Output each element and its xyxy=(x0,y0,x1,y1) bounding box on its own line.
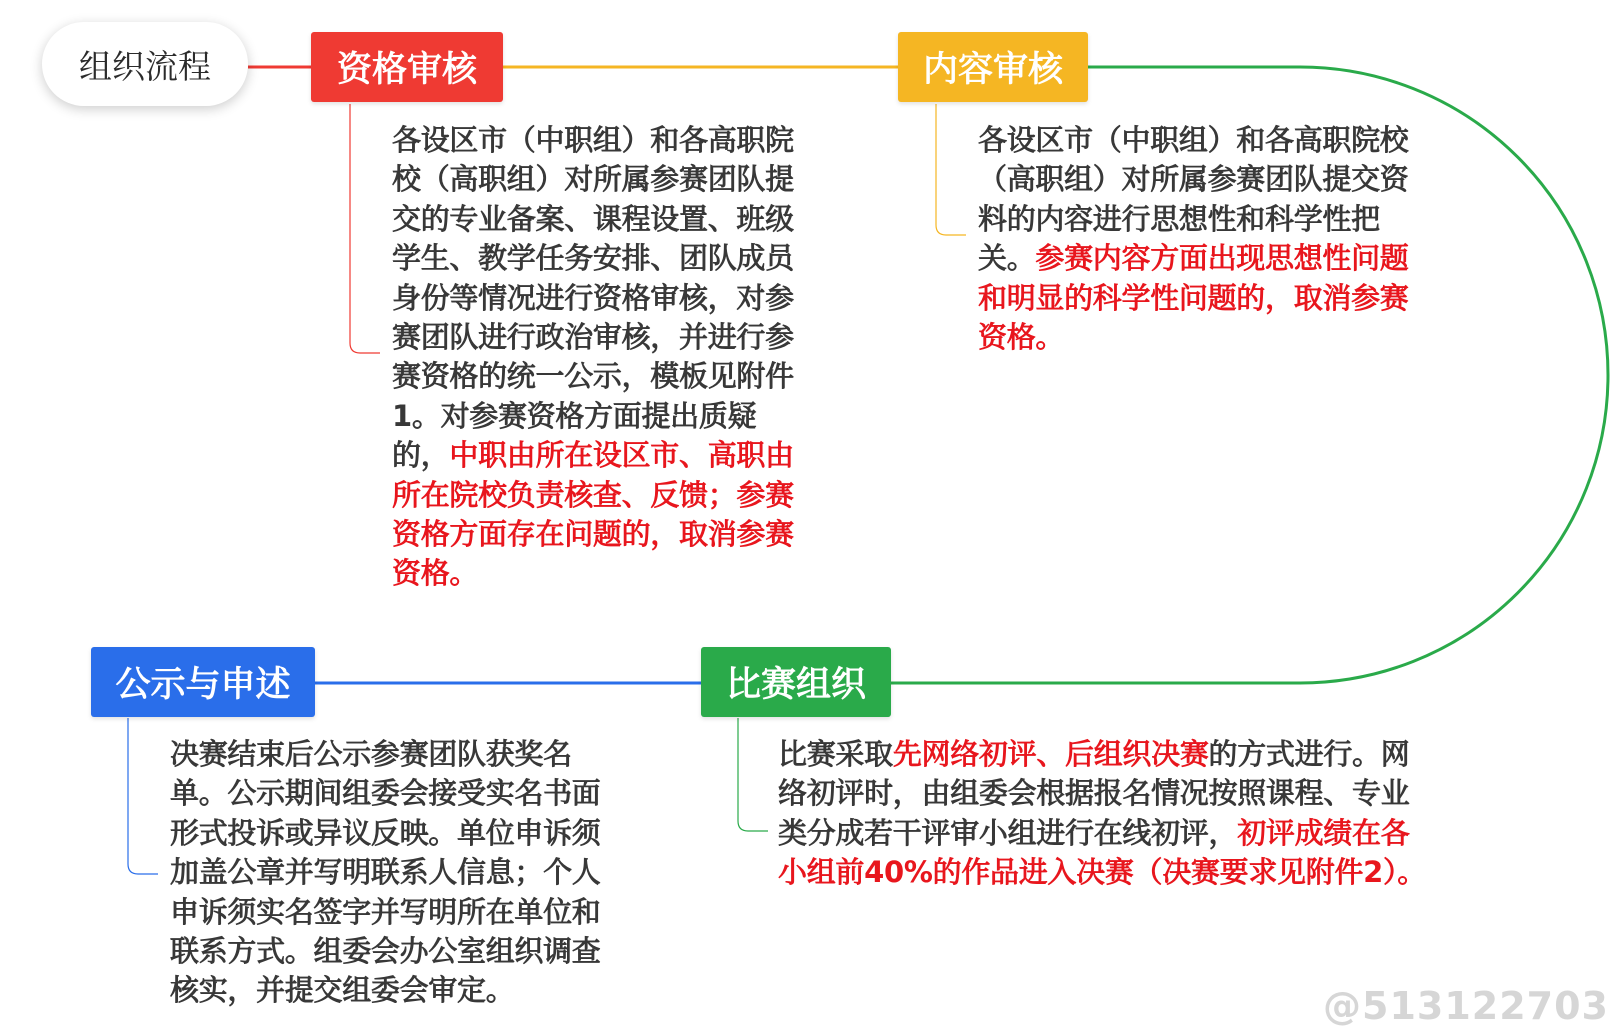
bracket-step1 xyxy=(350,104,380,353)
step-content-review: 内容审核 xyxy=(898,32,1088,102)
root-node-label: 组织流程 xyxy=(42,22,248,106)
desc-highlight: 参赛内容方面出现思想性问题和明显的科学性问题的，取消参赛资格。 xyxy=(978,241,1409,355)
watermark-text: @513122703 xyxy=(1323,984,1609,1028)
desc-content-review xyxy=(978,121,1428,357)
desc-qualification-review xyxy=(392,121,804,594)
desc-text: 决赛结束后公示参赛团队获奖名单。公示期间组委会接受实名书面形式投诉或异议反映。单位申诉须加盖公章并写明联系人信息；个人申诉须实名签字并写明所在单位和联系方式。组委会办公室组织调查核实，并提交组委会审定。 xyxy=(170,737,601,1008)
step-qualification-review: 资格审核 xyxy=(311,32,503,102)
desc-highlight: 中职由所在设区市、高职由所在院校负责核查、反馈；参赛资格方面存在问题的，取消参赛资格。 xyxy=(392,438,794,591)
desc-highlight-1: 先网络初评、后组织决赛 xyxy=(892,737,1209,771)
bracket-step3 xyxy=(738,718,768,831)
bracket-step4 xyxy=(128,718,158,874)
desc-text: 各设区市（中职组）和各高职院校（高职组）对所属参赛团队提交资料的内容进行思想性和科学性把关。 xyxy=(978,123,1409,276)
step-publicity-and-appeal: 公示与申述 xyxy=(91,647,315,717)
bracket-step2 xyxy=(936,104,966,235)
desc-publicity-and-appeal xyxy=(170,735,618,1011)
desc-text: 各设区市（中职组）和各高职院校（高职组）对所属参赛团队提交的专业备案、课程设置、班级学生、教学任务安排、团队成员身份等情况进行资格审核，对参赛团队进行政治审核，并进行参赛资格的统一公示，模板见附件1。对参赛资格方面提出质疑的， xyxy=(392,123,794,473)
desc-text-part2: 的方式进行。网络初评时，由组委会根据报名情况按照课程、专业类分成若干评审小组进行在线初评， xyxy=(778,737,1410,850)
step-competition-organization: 比赛组织 xyxy=(701,647,891,717)
desc-highlight-2: 初评成绩在各小组前40%的作品进入决赛（决赛要求见附件2）。 xyxy=(778,815,1426,890)
desc-competition-organization xyxy=(778,735,1438,893)
desc-text-part1: 比赛采取 xyxy=(778,737,893,771)
